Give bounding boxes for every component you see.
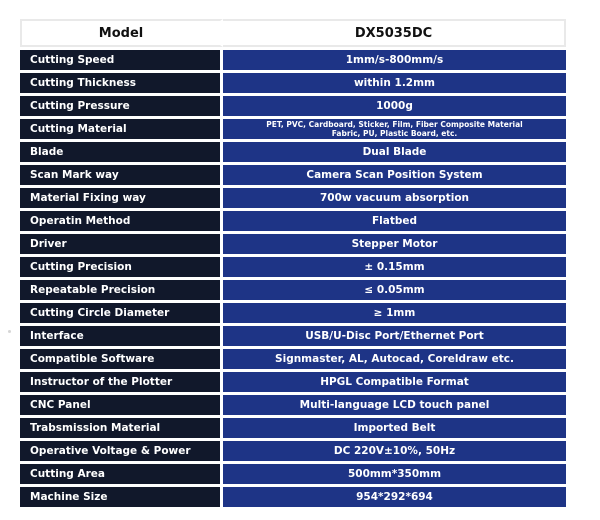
table-row (20, 257, 566, 277)
spec-label: Interface (20, 326, 223, 346)
table-row (20, 395, 566, 415)
spec-value: 500mm*350mm (223, 464, 566, 484)
spec-value: 954*292*694 (223, 487, 566, 507)
spec-value: 700w vacuum absorption (223, 188, 566, 208)
spec-value: ± 0.15mm (223, 257, 566, 277)
table-row (20, 487, 566, 507)
spec-value: USB/U-Disc Port/Ethernet Port (223, 326, 566, 346)
spec-label: Blade (20, 142, 223, 162)
table-row (20, 372, 566, 392)
spec-label: Repeatable Precision (20, 280, 223, 300)
table-row (20, 349, 566, 369)
spec-label: Cutting Pressure (20, 96, 223, 116)
spec-label: Driver (20, 234, 223, 254)
table-row (20, 188, 566, 208)
spec-label: Cutting Circle Diameter (20, 303, 223, 323)
decorative-dot (8, 330, 11, 333)
header-model-label: Model (20, 19, 223, 47)
table-row (20, 119, 566, 139)
table-row (20, 142, 566, 162)
spec-value: Dual Blade (223, 142, 566, 162)
spec-value: Stepper Motor (223, 234, 566, 254)
spec-value-line: PET, PVC, Cardboard, Sticker, Film, Fiber Composite Material (266, 120, 523, 129)
spec-label: CNC Panel (20, 395, 223, 415)
spec-value: 1000g (223, 96, 566, 116)
table-row (20, 211, 566, 231)
spec-value: HPGL Compatible Format (223, 372, 566, 392)
header-model-value: DX5035DC (223, 19, 566, 47)
spec-value: within 1.2mm (223, 73, 566, 93)
table-row (20, 326, 566, 346)
spec-label: Cutting Precision (20, 257, 223, 277)
spec-label: Trabsmission Material (20, 418, 223, 438)
spec-table (20, 16, 566, 510)
spec-label: Operative Voltage & Power (20, 441, 223, 461)
table-row (20, 280, 566, 300)
spec-label: Material Fixing way (20, 188, 223, 208)
spec-value: ≥ 1mm (223, 303, 566, 323)
spec-value: ≤ 0.05mm (223, 280, 566, 300)
spec-label: Cutting Material (20, 119, 223, 139)
spec-label: Operatin Method (20, 211, 223, 231)
spec-label: Cutting Area (20, 464, 223, 484)
spec-label: Cutting Speed (20, 50, 223, 70)
table-row (20, 303, 566, 323)
table-row (20, 234, 566, 254)
spec-value: Signmaster, AL, Autocad, Coreldraw etc. (223, 349, 566, 369)
spec-value: Flatbed (223, 211, 566, 231)
spec-value (223, 119, 566, 139)
spec-value: DC 220V±10%, 50Hz (223, 441, 566, 461)
table-row (20, 464, 566, 484)
table-row (20, 441, 566, 461)
table-row (20, 165, 566, 185)
spec-value: Camera Scan Position System (223, 165, 566, 185)
table-row (20, 50, 566, 70)
spec-label: Compatible Software (20, 349, 223, 369)
spec-label: Cutting Thickness (20, 73, 223, 93)
spec-value-line: Fabric, PU, Plastic Board, etc. (331, 129, 458, 138)
table-row (20, 418, 566, 438)
spec-value: Imported Belt (223, 418, 566, 438)
spec-label: Scan Mark way (20, 165, 223, 185)
spec-value: 1mm/s-800mm/s (223, 50, 566, 70)
table-header-row (20, 19, 566, 47)
table-row (20, 96, 566, 116)
spec-label: Machine Size (20, 487, 223, 507)
table-row (20, 73, 566, 93)
spec-label: Instructor of the Plotter (20, 372, 223, 392)
spec-value: Multi-language LCD touch panel (223, 395, 566, 415)
